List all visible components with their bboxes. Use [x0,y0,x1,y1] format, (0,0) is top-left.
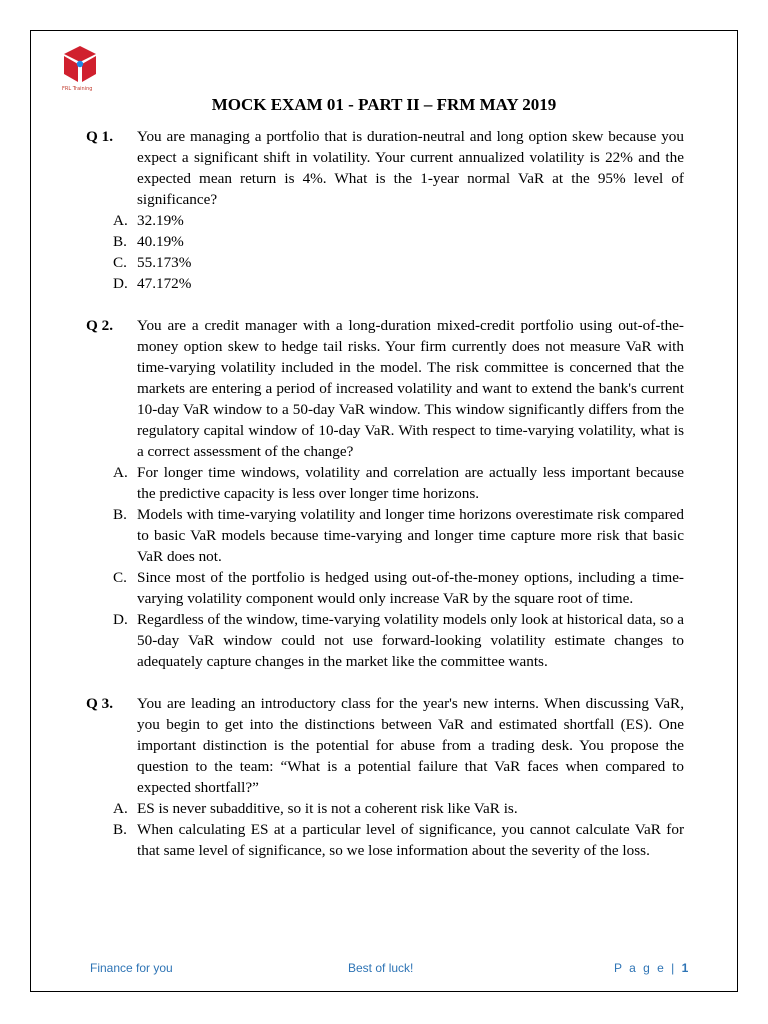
frl-logo-icon [60,44,100,92]
option-letter: A. [113,464,128,481]
page-number: 1 [681,961,689,975]
option-letter: D. [113,611,128,628]
question-text [86,126,684,210]
option-text: When calculating ES at a particular level of significance, you cannot calculate VaR for that same level of significance, so we lose information about the severity of the loss. [137,821,684,859]
answer-options [86,798,684,861]
option-letter: B. [113,821,127,838]
option-text: 47.172% [137,275,192,292]
page-title: MOCK EXAM 01 - PART II – FRM MAY 2019 [211,95,557,114]
footer-message: Best of luck! [348,961,414,975]
option-text: Since most of the portfolio is hedged using out-of-the-money options, including a time-varying volatility component would only increase VaR by the square root of time. [137,569,684,607]
option-text: Models with time-varying volatility and longer time horizons overestimate risk compared to basic VaR models because time-varying and longer time capture more risk that basic VaR does not. [137,506,684,565]
answer-option [86,462,684,504]
footer-tagline: Finance for you [90,961,173,975]
question-body: You are managing a portfolio that is duration-neutral and long option skew because you expect a significant shift in volatility. Your current annualized volatility is 22% and the expected mean return is 4%. What is the 1-year normal VaR at the 95% level of significance? [137,128,684,208]
question-number: Q 3. [86,695,114,712]
question-text [86,693,684,798]
page-label: P a g e | [614,961,677,975]
option-letter: C. [113,569,127,586]
answer-option [86,252,684,273]
option-letter: B. [113,233,127,250]
answer-option [86,798,684,819]
option-text: Regardless of the window, time-varying volatility models only look at historical data, so a 50-day VaR window could not use forward-looking volatility estimate changes to adequately capture changes in the market like the committee wants. [137,611,684,670]
option-letter: B. [113,506,127,523]
option-text: 32.19% [137,212,184,229]
option-text: 55.173% [137,254,192,271]
question-body: You are a credit manager with a long-duration mixed-credit portfolio using out-of-the-money option skew to hedge tail risks. Your firm currently does not measure VaR with time-varying volatility included in the model. The risk committee is concerned that the markets are entering a period of increased volatility and want to extend the bank's current 10-day VaR window to a 50-day VaR window. This window significantly differs from the regulatory capital window of 10-day VaR. With respect to time-varying volatility, what is a correct assessment of the change? [137,317,684,460]
option-text: ES is never subadditive, so it is not a coherent risk like VaR is. [137,800,518,817]
answer-options [86,210,684,294]
option-text: 40.19% [137,233,184,250]
question-1 [86,126,684,294]
option-letter: D. [113,275,128,292]
option-letter: A. [113,212,128,229]
answer-option [86,567,684,609]
question-body: You are leading an introductory class for the year's new interns. When discussing VaR, you begin to get into the distinctions between VaR and estimated shortfall (ES). One important distinction is the potential for abuse from a trading desk. You propose the question to the team: “What is a potential failure that VaR faces when compared to expected shortfall?” [137,695,684,796]
answer-option [86,210,684,231]
question-number: Q 1. [86,128,114,145]
answer-option [86,273,684,294]
option-text: For longer time windows, volatility and correlation are actually less important because the predictive capacity is less over longer time horizons. [137,464,684,502]
exam-content [86,126,684,861]
question-text [86,315,684,462]
answer-option [86,504,684,567]
answer-option [86,819,684,861]
answer-option [86,231,684,252]
answer-option [86,609,684,672]
option-letter: A. [113,800,128,817]
question-number: Q 2. [86,317,114,334]
answer-options [86,462,684,672]
question-3 [86,693,684,861]
logo-caption: FRL Training [62,86,93,92]
footer-page-indicator [614,961,688,975]
logo-dot [77,61,83,67]
question-2 [86,315,684,672]
option-letter: C. [113,254,127,271]
